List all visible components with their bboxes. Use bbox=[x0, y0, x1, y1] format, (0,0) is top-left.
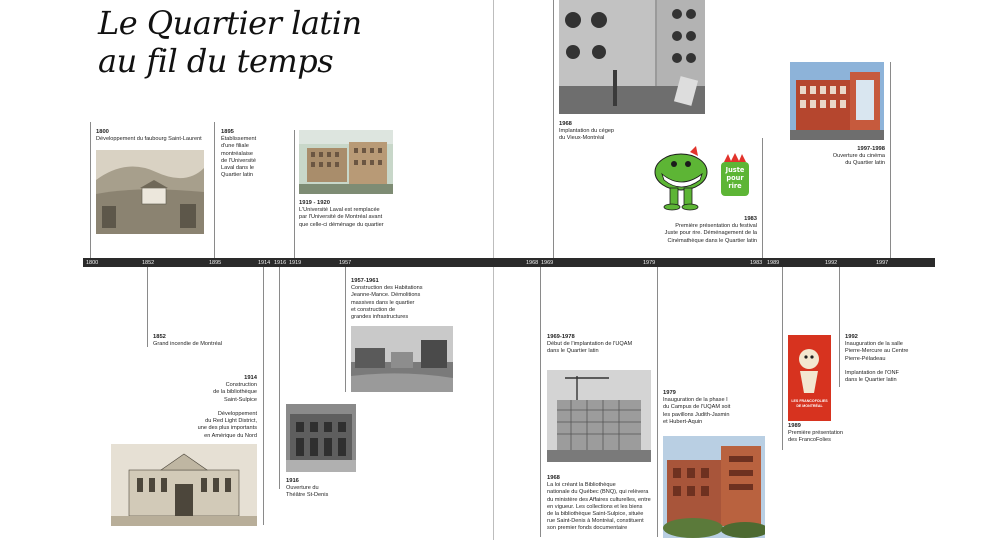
connector-1968 bbox=[553, 0, 554, 258]
uqam-construction-image bbox=[547, 370, 651, 462]
francofolies-poster bbox=[788, 335, 831, 421]
juste-pour-rire-mascot-icon bbox=[648, 144, 718, 212]
event-1997 bbox=[800, 146, 885, 168]
jpr-logo-word: rire bbox=[728, 182, 742, 190]
universite-laval-postcard-image bbox=[299, 130, 393, 194]
event-year: 1916 bbox=[286, 478, 299, 484]
axis-year-label: 1997 bbox=[876, 260, 889, 266]
event-text: Première présentation des FrancoFolies bbox=[788, 430, 844, 444]
event-text: Inauguration de la phase I du Campus de l'UQAM soit les pavillons Judith-Jasmin et Hubert-Aquin bbox=[663, 397, 731, 425]
event-text: Implantation du cégep du Vieux-Montréal bbox=[559, 128, 615, 142]
event-1968-bnq bbox=[547, 475, 657, 533]
connector-1852 bbox=[147, 267, 148, 347]
connector-1997 bbox=[890, 62, 891, 258]
axis-year-label: 1969 bbox=[541, 260, 554, 266]
uqam-pavillons-image bbox=[663, 436, 765, 538]
event-1919 bbox=[299, 200, 409, 229]
axis-year-label: 1914 bbox=[258, 260, 271, 266]
connector-1919 bbox=[294, 130, 295, 258]
event-year: 1989 bbox=[788, 423, 801, 429]
theatre-st-denis-image bbox=[286, 404, 356, 472]
event-year: 1914 bbox=[244, 375, 257, 381]
faubourg-engraving-image bbox=[96, 150, 204, 234]
event-year: 1957-1961 bbox=[351, 278, 379, 284]
event-1800 bbox=[96, 129, 216, 143]
bibliotheque-saint-sulpice-image bbox=[111, 444, 257, 526]
event-1968-cegep bbox=[559, 121, 669, 143]
event-1983 bbox=[620, 216, 757, 245]
title-line-2: au fil du temps bbox=[98, 42, 334, 80]
event-1989 bbox=[788, 423, 868, 445]
connector-1968-bnq bbox=[540, 267, 541, 537]
axis-year-label: 1895 bbox=[209, 260, 222, 266]
axis-year-label: 1989 bbox=[767, 260, 780, 266]
page-fold-divider bbox=[493, 0, 494, 540]
jpr-logo-word: pour bbox=[726, 174, 744, 182]
event-year: 1997-1998 bbox=[857, 146, 885, 152]
event-1914 bbox=[176, 375, 257, 440]
axis-year-label: 1919 bbox=[289, 260, 302, 266]
event-text: Première présentation du festival Juste pour rire. Déménagement de la Cinémathèque dans le Quartier latin bbox=[664, 223, 757, 244]
event-year: 1852 bbox=[153, 334, 166, 340]
event-1895 bbox=[221, 129, 281, 179]
axis-year-label: 1992 bbox=[825, 260, 838, 266]
event-1957 bbox=[351, 278, 461, 321]
event-text: Construction des Habitations Jeanne-Mance. Démolitions massives dans le quartier et construction de grandes infrastructures bbox=[351, 285, 423, 321]
event-1992 bbox=[845, 334, 935, 384]
poster-city: DE MONTRÉAL bbox=[796, 404, 823, 408]
poster-title: LES FRANCOFOLIES bbox=[791, 399, 828, 403]
connector-1914 bbox=[263, 267, 264, 525]
axis-year-label: 1800 bbox=[86, 260, 99, 266]
event-year: 1919 - 1920 bbox=[299, 200, 330, 206]
event-1852 bbox=[153, 334, 253, 348]
axis-year-label: 1916 bbox=[274, 260, 287, 266]
event-1916 bbox=[286, 478, 356, 500]
event-year: 1992 bbox=[845, 334, 858, 340]
connector-1800 bbox=[90, 122, 91, 258]
event-year: 1968 bbox=[547, 475, 560, 481]
axis-year-label: 1852 bbox=[142, 260, 155, 266]
page-title bbox=[98, 4, 398, 80]
event-year: 1800 bbox=[96, 129, 109, 135]
jpr-logo-word: Juste bbox=[725, 166, 745, 174]
event-year: 1895 bbox=[221, 129, 234, 135]
cinema-quartier-latin-image bbox=[790, 62, 884, 140]
connector-1979 bbox=[657, 267, 658, 537]
connector-1957 bbox=[345, 267, 346, 392]
event-text: Ouverture du Théâtre St-Denis bbox=[286, 485, 329, 499]
juste-pour-rire-logo bbox=[720, 152, 750, 198]
axis-year-label: 1979 bbox=[643, 260, 656, 266]
axis-year-label: 1983 bbox=[750, 260, 763, 266]
event-text: Ouverture du cinéma du Quartier latin bbox=[832, 153, 885, 167]
event-text: Établissement d'une filiale montréalaise de l'Université Laval dans le Quartier latin bbox=[221, 136, 257, 179]
event-text: Grand incendie de Montréal bbox=[153, 341, 223, 348]
francofolies-poster-text bbox=[788, 399, 831, 409]
cegep-vieux-montreal-image bbox=[559, 0, 705, 114]
event-1969 bbox=[547, 334, 657, 356]
event-text: La loi créant la Bibliothèque nationale du Québec (BNQ), qui relèvera du ministère des Affaires culturelles, entre en vigueur. Les collections et les biens de la bibliothèque Saint-Sulpice, située rue Saint-Denis à Montréal, constituent son premier fonds documentaire bbox=[547, 482, 651, 532]
axis-year-label: 1968 bbox=[526, 260, 539, 266]
jpr-logo-text bbox=[720, 166, 750, 190]
event-text: Construction de la bibliothèque Saint-Sulpice Développement du Red Light District, une des plus importants en Amérique du Nord bbox=[197, 382, 257, 439]
event-text: Début de l'implantation de l'UQAM dans le Quartier latin bbox=[547, 341, 633, 355]
title-line-1: Le Quartier latin bbox=[98, 4, 362, 42]
connector-1916 bbox=[279, 267, 280, 489]
event-text: Inauguration de la salle Pierre-Mercure au Centre Pierre-Péladeau Implantation de l'ONF dans le Quartier latin bbox=[845, 341, 909, 384]
axis-year-label: 1957 bbox=[339, 260, 352, 266]
event-year: 1979 bbox=[663, 390, 676, 396]
event-year: 1969-1978 bbox=[547, 334, 575, 340]
connector-1983 bbox=[762, 138, 763, 258]
event-text: Développement du faubourg Saint-Laurent bbox=[96, 136, 202, 143]
habitations-jeanne-mance-image bbox=[351, 326, 453, 392]
event-1979 bbox=[663, 390, 763, 426]
event-year: 1983 bbox=[744, 216, 757, 222]
connector-1992 bbox=[839, 267, 840, 387]
event-text: L'Université Laval est remplacée par l'Université de Montréal avant que celle-ci déménage du quartier bbox=[299, 207, 384, 228]
event-year: 1968 bbox=[559, 121, 572, 127]
connector-1989 bbox=[782, 267, 783, 450]
